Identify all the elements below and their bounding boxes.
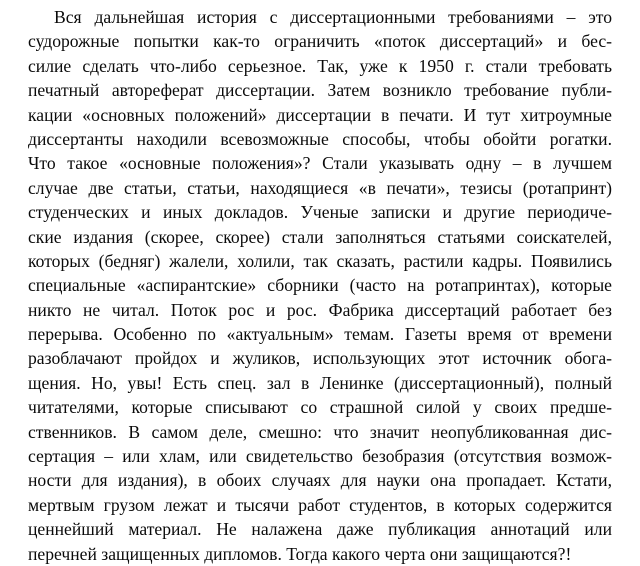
text-line: читателями, которые списывают со страшной силой у своих предше- xyxy=(28,397,612,418)
paragraph xyxy=(28,5,612,566)
text-line: студенческих и иных докладов. Ученые записки и другие периодиче- xyxy=(28,202,612,223)
text-line: специальные «аспирантские» сборники (часто на ротапринтах), которые xyxy=(28,275,612,296)
text-line: щения. Но, увы! Есть спец. зал в Ленинке (диссертационный), полный xyxy=(28,372,612,393)
text-line: кации «основных положений» диссертации в печати. И тут хитроумные xyxy=(28,104,612,125)
text-line: диссертанты находили всевозможные способы, чтобы обойти рогатки. xyxy=(28,128,612,149)
text-line: которых (бедняг) жалели, холили, так сказать, растили кадры. Появились xyxy=(28,250,612,271)
text-line: ские издания (скорее, скорее) стали заполняться статьями соискателей, xyxy=(28,226,612,247)
text-line: сертация – или хлам, или свидетельство безобразия (отсутствия возмож- xyxy=(28,446,612,467)
text-line: перечней защищенных дипломов. Тогда какого черта они защищаются?! xyxy=(28,543,572,564)
text-line: никто не читал. Поток рос и рос. Фабрика диссертаций работает без xyxy=(28,299,612,320)
text-line: силие сделать что-либо серьезное. Так, уже к 1950 г. стали требовать xyxy=(28,55,612,76)
text-line: перерыва. Особенно по «актуальным» темам. Газеты время от времени xyxy=(28,324,612,345)
text-line: Что такое «основные положения»? Стали указывать одну – в лучшем xyxy=(28,153,612,174)
text-line: ценнейший материал. Не налажена даже публикация аннотаций или xyxy=(28,519,612,540)
text-line: мертвым грузом лежат и тысячи работ студентов, в которых содержится xyxy=(28,494,612,515)
text-line: разоблачают пройдох и жуликов, использующих этот источник обога- xyxy=(28,348,612,369)
text-line: ности для издания), в обоих случаях для науки она пропадает. Кстати, xyxy=(28,470,612,491)
text-line: печатный автореферат диссертации. Затем возникло требование публи- xyxy=(28,80,612,101)
text-line: ственников. В самом деле, смешно: что значит неопубликованная дис- xyxy=(28,421,612,442)
text-line: судорожные попытки как-то ограничить «поток диссертаций» и бес- xyxy=(28,31,612,52)
text-line: Вся дальнейшая история с диссертационными требованиями – это xyxy=(54,7,612,27)
text-line: случае две статьи, статьи, находящиеся «в печати», тезисы (ротапринт) xyxy=(28,177,612,198)
